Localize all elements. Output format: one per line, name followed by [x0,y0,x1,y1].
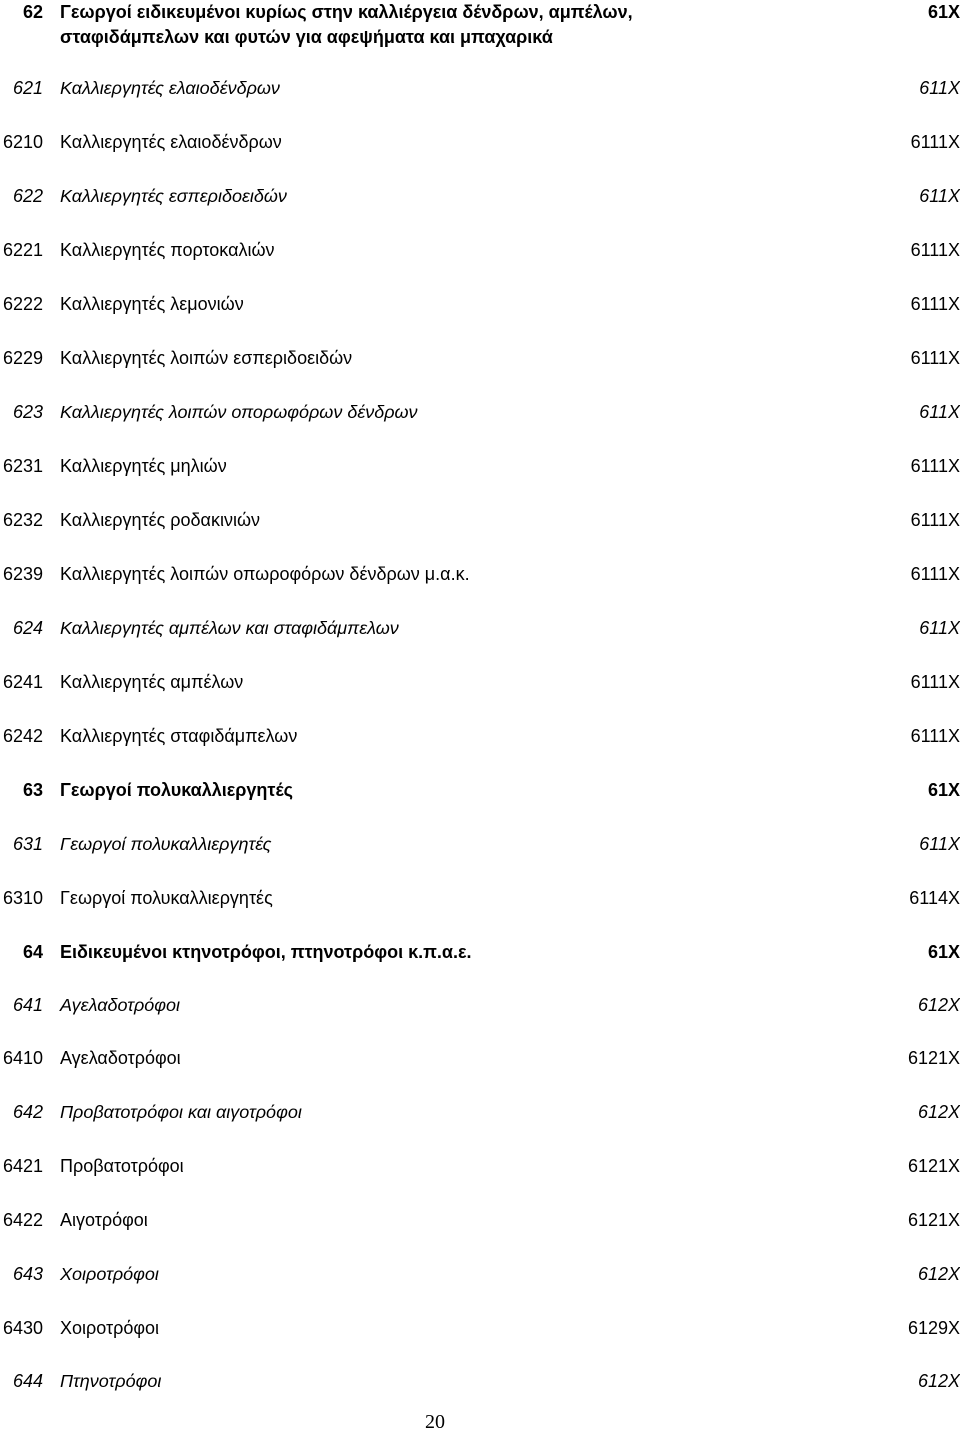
row-class-code: 611X [919,402,960,422]
row-title: Προβατοτρόφοι [60,1156,184,1176]
row-title: Καλλιεργητές αμπέλων και σταφιδάμπελων [60,618,399,638]
row-title: Καλλιεργητές λοιπών εσπεριδοειδών [60,348,353,368]
row-code: 6210 [2,132,43,152]
table-row [0,508,960,532]
table-row [0,238,960,262]
row-class-code: 611X [919,186,960,206]
row-title: Καλλιεργητές εσπεριδοειδών [60,186,287,206]
row-code: 6422 [2,1210,43,1230]
row-title: Γεωργοί πολυκαλλιεργητές [60,834,272,854]
table-row [0,1046,960,1070]
row-class-code: 6111X [910,132,960,152]
row-code: 6221 [2,240,43,260]
page-number: 20 [425,1411,445,1433]
row-code: 6430 [2,1318,43,1338]
row-title: Γεωργοί πολυκαλλιεργητές [60,780,293,800]
table-row [0,940,960,964]
table-row [0,454,960,478]
row-class-code: 6111X [910,510,960,530]
table-row [0,670,960,694]
row-class-code: 612X [917,1371,960,1391]
row-class-code: 6111X [910,672,960,692]
row-title: Καλλιεργητές λεμονιών [60,294,244,314]
row-class-code: 6111X [910,726,960,746]
row-title: Καλλιεργητές ροδακινιών [60,510,261,530]
row-class-code: 612X [917,1102,960,1122]
row-code: 623 [12,402,43,422]
row-class-code: 611X [919,834,960,854]
row-code: 64 [22,942,43,962]
table-row [0,184,960,208]
row-title-line: σταφιδάμπελων και φυτών για αφεψήματα και μπαχαρικά [60,27,553,47]
row-title: Γεωργοί πολυκαλλιεργητές [60,888,273,908]
table-row [0,993,960,1017]
row-class-code: 6121X [907,1156,960,1176]
row-title: Ειδικευμένοι κτηνοτρόφοι, πτηνοτρόφοι κ.π.α.ε. [60,942,472,962]
row-code: 6241 [2,672,43,692]
row-title: Αγελαδοτρόφοι [60,995,181,1015]
row-code: 622 [12,186,43,206]
row-class-code: 6111X [910,456,960,476]
row-title: Αιγοτρόφοι [60,1210,148,1230]
row-code: 6242 [2,726,43,746]
table-row [0,292,960,316]
table-row [0,346,960,370]
row-title: Αγελαδοτρόφοι [60,1048,181,1068]
row-code: 643 [12,1264,43,1284]
row-title: Καλλιεργητές ελαιοδένδρων [60,132,282,152]
row-code: 63 [22,780,43,800]
table-row [0,1154,960,1178]
row-title: Καλλιεργητές ελαιοδένδρων [60,78,280,98]
row-class-code: 61X [927,942,960,962]
row-class-code: 6111X [910,240,960,260]
row-code: 631 [12,834,43,854]
row-title: Καλλιεργητές λοιπών οπορωφόρων δένδρων [60,402,418,422]
row-title: Καλλιεργητές σταφιδάμπελων [60,726,298,746]
row-class-code: 6111X [910,348,960,368]
row-class-code: 6111X [910,294,960,314]
row-class-code: 611X [919,618,960,638]
table-row [0,400,960,424]
row-title: Καλλιεργητές μηλιών [60,456,227,476]
row-code: 6222 [2,294,43,314]
row-code: 624 [12,618,43,638]
row-class-code: 61X [927,780,960,800]
row-code: 6421 [2,1156,43,1176]
row-code: 6410 [2,1048,43,1068]
row-code: 642 [12,1102,43,1122]
table-row [0,1262,960,1286]
table-row [0,778,960,802]
row-title: Προβατοτρόφοι και αιγοτρόφοι [60,1102,302,1122]
row-class-code: 6114X [909,888,960,908]
table-row [0,616,960,640]
row-code: 621 [12,78,43,98]
row-class-code: 611X [919,78,960,98]
row-code: 6232 [2,510,43,530]
row-title: Χοιροτρόφοι [60,1318,160,1338]
table-row [0,832,960,856]
row-title-line: Γεωργοί ειδικευμένοι κυρίως στην καλλιέργεια δένδρων, αμπέλων, [60,2,633,22]
table-row [0,562,960,586]
row-class-code: 6129X [907,1318,960,1338]
row-code: 6239 [2,564,43,584]
table-row [0,724,960,748]
row-class-code: 6121X [907,1048,960,1068]
row-class-code: 612X [917,1264,960,1284]
row-class-code: 6121X [907,1210,960,1230]
table-row [0,76,960,100]
table-row [0,130,960,154]
row-class-code: 612X [917,995,960,1015]
row-code: 6231 [2,456,43,476]
row-title: Πτηνοτρόφοι [60,1371,162,1391]
table-row [0,1369,960,1393]
row-code: 644 [12,1371,43,1391]
row-class-code: 6111X [910,564,960,584]
table-row [0,886,960,910]
row-code: 6310 [2,888,43,908]
row-code: 6229 [2,348,43,368]
row-title: Χοιροτρόφοι [60,1264,159,1284]
row-class-code: 61X [927,2,960,22]
row-title: Καλλιεργητές πορτοκαλιών [60,240,275,260]
row-title [60,0,800,50]
row-code: 62 [22,2,43,22]
row-code: 641 [12,995,43,1015]
table-row [0,0,960,50]
table-row [0,1208,960,1232]
row-title: Καλλιεργητές αμπέλων [60,672,244,692]
row-title: Καλλιεργητές λοιπών οπωροφόρων δένδρων μ.α.κ. [60,564,470,584]
table-row [0,1316,960,1340]
table-row [0,1100,960,1124]
